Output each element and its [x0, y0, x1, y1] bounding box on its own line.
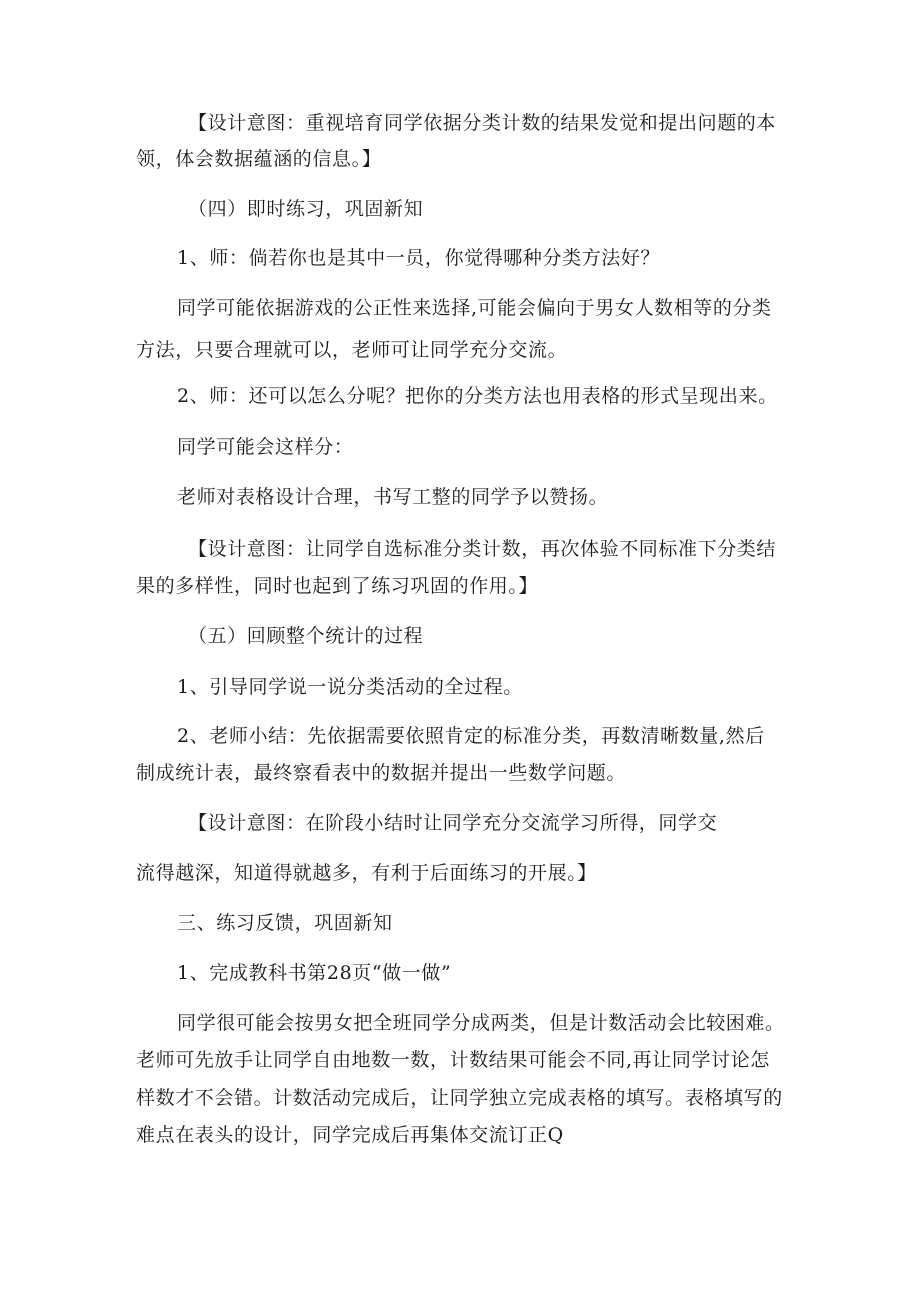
paragraph-4-line-4: 难点在表头的设计，同学完成后再集体交流订正Q: [136, 1124, 564, 1146]
design-intent-1-line-1: 【设计意图：重视培育同学依据分类计数的结果发觉和提出问题的本: [188, 112, 777, 134]
design-intent-3-line-2: 流得越深，知道得就越多，有利于后面练习的开展。】: [136, 862, 597, 884]
item-2-question: 2、师：还可以怎么分呢？把你的分类方法也用表格的形式呈现出来。: [177, 385, 778, 407]
design-intent-1-line-2: 领，体会数据蕴涵的信息。】: [136, 148, 382, 170]
section-3-heading: 三、练习反馈，巩固新知: [177, 912, 393, 934]
paragraph-2: 同学可能会这样分：: [177, 436, 354, 458]
paragraph-1-line-2: 方法，只要合理就可以，老师可让同学充分交流。: [136, 339, 568, 361]
summary-line-2: 制成统计表，最终察看表中的数据并提出一些数学问题。: [136, 762, 627, 784]
item-1-textbook: 1、完成教科书第28页“做一做”: [177, 962, 452, 984]
paragraph-4-line-1: 同学很可能会按男女把全班同学分成两类，但是计数活动会比较困难。: [177, 1012, 785, 1034]
section-4-heading: （四）即时练习，巩固新知: [188, 198, 424, 220]
item-1-question: 1、师：倘若你也是其中一员，你觉得哪种分类方法好？: [177, 247, 661, 269]
section-5-heading: （五）回顾整个统计的过程: [188, 625, 424, 647]
design-intent-2-line-2: 果的多样性，同时也起到了练习巩固的作用。】: [136, 575, 539, 597]
paragraph-1-line-1: 同学可能依据游戏的公正性来选择,可能会偏向于男女人数相等的分类: [177, 297, 772, 319]
paragraph-4-line-2: 老师可先放手让同学自由地数一数，计数结果可能会不同,再让同学讨论怎: [136, 1049, 770, 1071]
design-intent-2-line-1: 【设计意图：让同学自选标准分类计数，再次体验不同标准下分类结: [188, 538, 777, 560]
paragraph-4-line-3: 样数才不会错。计数活动完成后，让同学独立完成表格的填写。表格填写的: [136, 1087, 783, 1109]
summary-line-1: 2、老师小结：先依据需要依照肯定的标准分类，再数清晰数量,然后: [177, 725, 765, 747]
paragraph-3: 老师对表格设计合理，书写工整的同学予以赞扬。: [177, 486, 609, 508]
item-1-guide: 1、引导同学说一说分类活动的全过程。: [177, 676, 523, 698]
design-intent-3-line-1: 【设计意图：在阶段小结时让同学充分交流学习所得，同学交: [188, 812, 718, 834]
